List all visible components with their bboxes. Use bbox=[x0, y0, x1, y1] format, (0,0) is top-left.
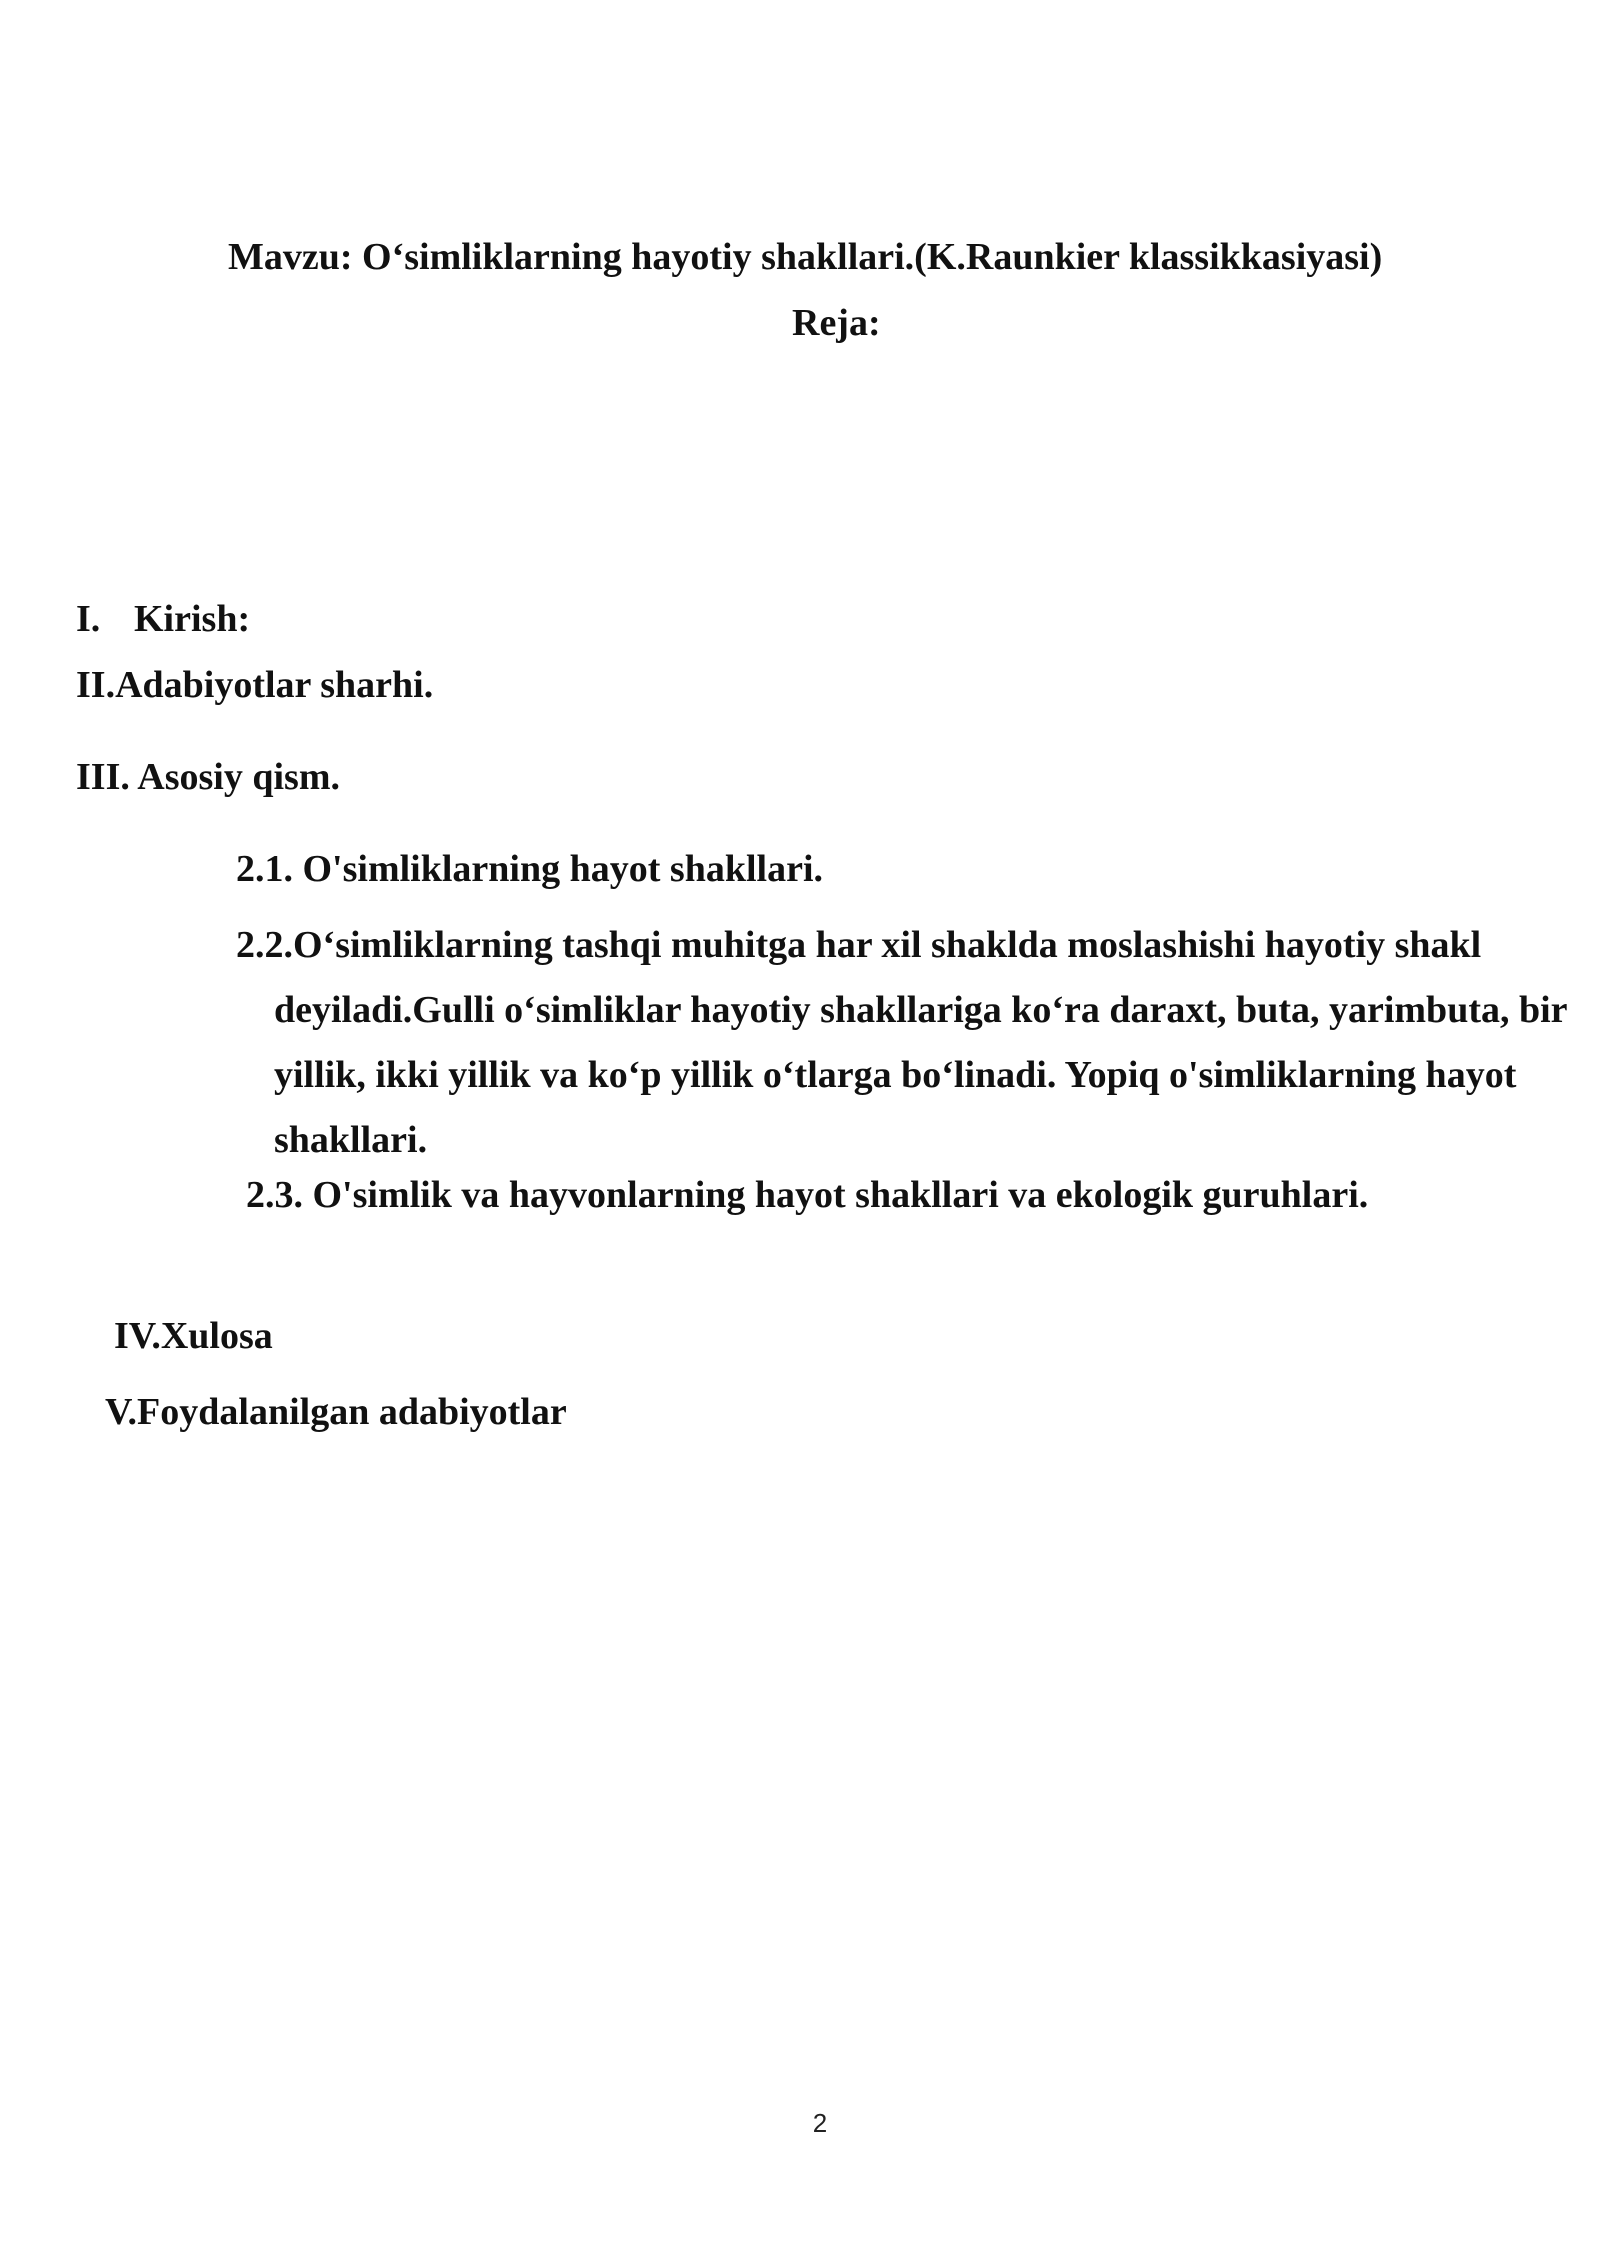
outline-numeral: I. bbox=[76, 598, 101, 640]
outline-subitem-2-2 bbox=[236, 913, 1576, 1173]
outline-subitem-2-1: 2.1. O'simliklarning hayot shakllari. bbox=[236, 848, 823, 890]
outline-item-references: V.Foydalanilgan adabiyotlar bbox=[105, 1391, 567, 1433]
paragraph-line: shakllari. bbox=[274, 1119, 428, 1161]
outline-label: Kirish: bbox=[134, 598, 251, 640]
paragraph-line: yillik, ikki yillik va ko‘p yillik o‘tlarga bo‘linadi. Yopiq o'simliklarning hayot bbox=[274, 1054, 1517, 1096]
paragraph-line: deyiladi.Gulli o‘simliklar hayotiy shakllariga ko‘ra daraxt, buta, yarimbuta, bir bbox=[274, 989, 1568, 1031]
page-number: 2 bbox=[812, 2108, 828, 2138]
outline-item-conclusion: IV.Xulosa bbox=[114, 1315, 273, 1357]
outline-item-literature-review: II.Adabiyotlar sharhi. bbox=[76, 664, 434, 706]
outline-item-introduction bbox=[76, 600, 250, 638]
paragraph-line: 2.2.O‘simliklarning tashqi muhitga har xil shaklda moslashishi hayotiy shakl bbox=[236, 924, 1482, 966]
outline-subitem-2-3: 2.3. O'simlik va hayvonlarning hayot shakllari va ekologik guruhlari. bbox=[246, 1174, 1369, 1216]
outline-item-main-part: III. Asosiy qism. bbox=[76, 756, 340, 798]
plan-heading: Reja: bbox=[792, 302, 881, 344]
document-title: Mavzu: O‘simliklarning hayotiy shakllari.(K.Raunkier klassikkasiyasi) bbox=[228, 236, 1383, 278]
